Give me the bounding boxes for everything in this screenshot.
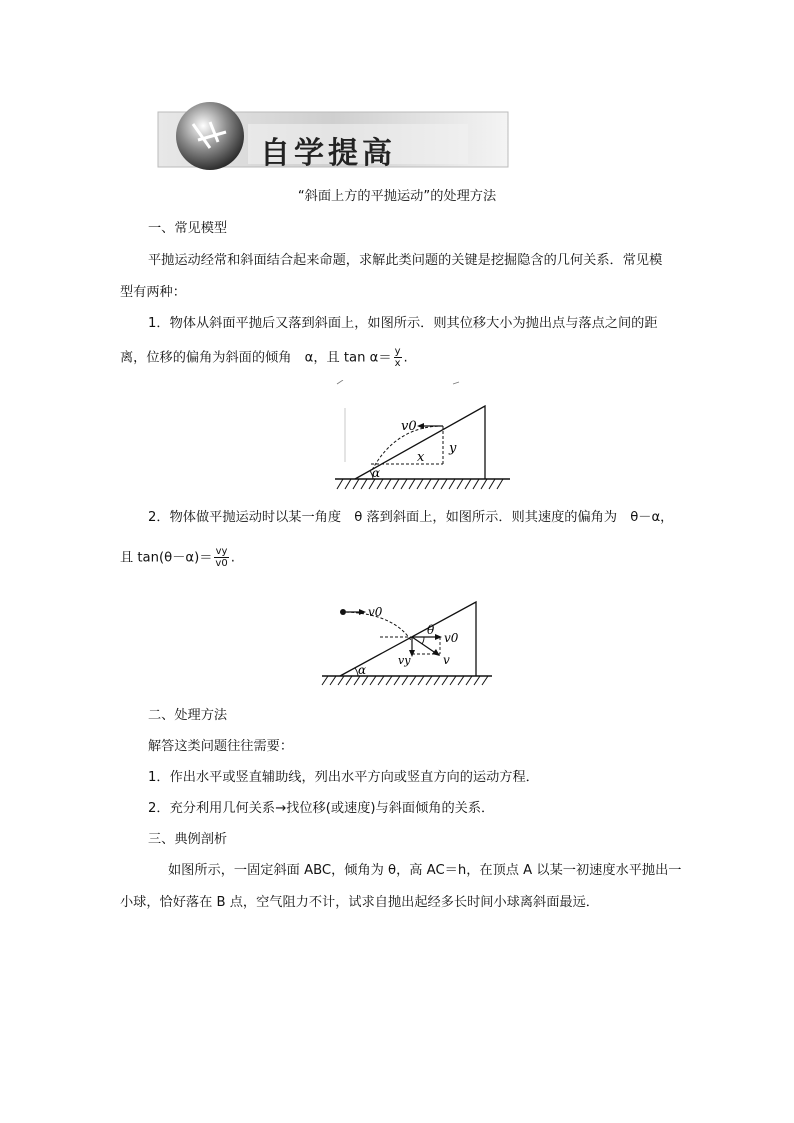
section1-heading: 一、常见模型	[148, 221, 228, 236]
fig2-label-v0-top: v0	[368, 605, 383, 619]
item2-denominator: v0	[215, 558, 228, 569]
section3-line2: 小球，恰好落在 B 点，空气阻力不计，试求自抛出起经多长时间小球离斜面最远．	[120, 895, 599, 910]
section1-intro-line2: 型有两种：	[120, 285, 186, 300]
section-banner	[148, 102, 518, 172]
item1-formula-prefix: 离，位移的偏角为斜面的倾角 α，且 tan α＝	[120, 350, 392, 366]
fig2-label-v0-right: v0	[444, 631, 459, 645]
item2-suffix: .	[230, 550, 235, 566]
section2-heading: 二、处理方法	[148, 708, 228, 723]
item1-numerator: y	[394, 346, 401, 357]
section2-step1: 1．作出水平或竖直辅助线，列出水平方向或竖直方向的运动方程．	[148, 770, 539, 785]
section2-intro: 解答这类问题往往需要：	[148, 739, 294, 754]
fig1-label-v0: v0	[401, 419, 417, 434]
item2-fraction	[214, 546, 228, 569]
fig1-label-alpha: α	[372, 466, 381, 480]
item2-formula-prefix: 且 tan(θ－α)＝	[120, 550, 213, 566]
item1-suffix: .	[403, 350, 408, 366]
figure-incline-displacement	[335, 380, 510, 499]
v0-arrow-icon	[417, 423, 424, 429]
page-title: “斜面上方的平抛运动”的处理方法	[297, 189, 497, 204]
item1-line1: 1．物体从斜面平抛后又落到斜面上，如图所示．则其位移大小为抛出点与落点之间的距	[148, 316, 658, 331]
ball-icon	[340, 609, 346, 615]
fig1-label-x: x	[417, 450, 425, 465]
item2-line2	[120, 546, 235, 569]
item1-line2	[120, 346, 408, 369]
item2-line1: 2．物体做平抛运动时以某一角度 θ 落到斜面上，如图所示．则其速度的偏角为 θ－α，	[148, 510, 674, 525]
section3-line1: 如图所示，一固定斜面 ABC，倾角为 θ，高 AC＝h，在顶点 A 以某一初速度水平抛出一	[168, 863, 682, 878]
fig2-label-theta: θ	[427, 623, 435, 637]
section1-intro-line1: 平抛运动经常和斜面结合起来命题，求解此类问题的关键是挖掘隐含的几何关系．常见模	[148, 253, 663, 268]
section2-step2: 2．充分利用几何关系→找位移(或速度)与斜面倾角的关系．	[148, 801, 495, 816]
fig2-label-vy: vy	[398, 654, 411, 667]
figure-incline-velocity	[320, 596, 492, 692]
item1-denominator: x	[394, 358, 401, 369]
section3-heading: 三、典例剖析	[148, 832, 228, 847]
banner-title: 自学提高	[260, 136, 396, 171]
item2-numerator: vy	[215, 546, 228, 557]
fig2-label-v: v	[443, 653, 450, 667]
fig1-label-y: y	[449, 441, 457, 456]
fig2-label-alpha: α	[358, 663, 367, 677]
item1-fraction	[394, 346, 402, 369]
